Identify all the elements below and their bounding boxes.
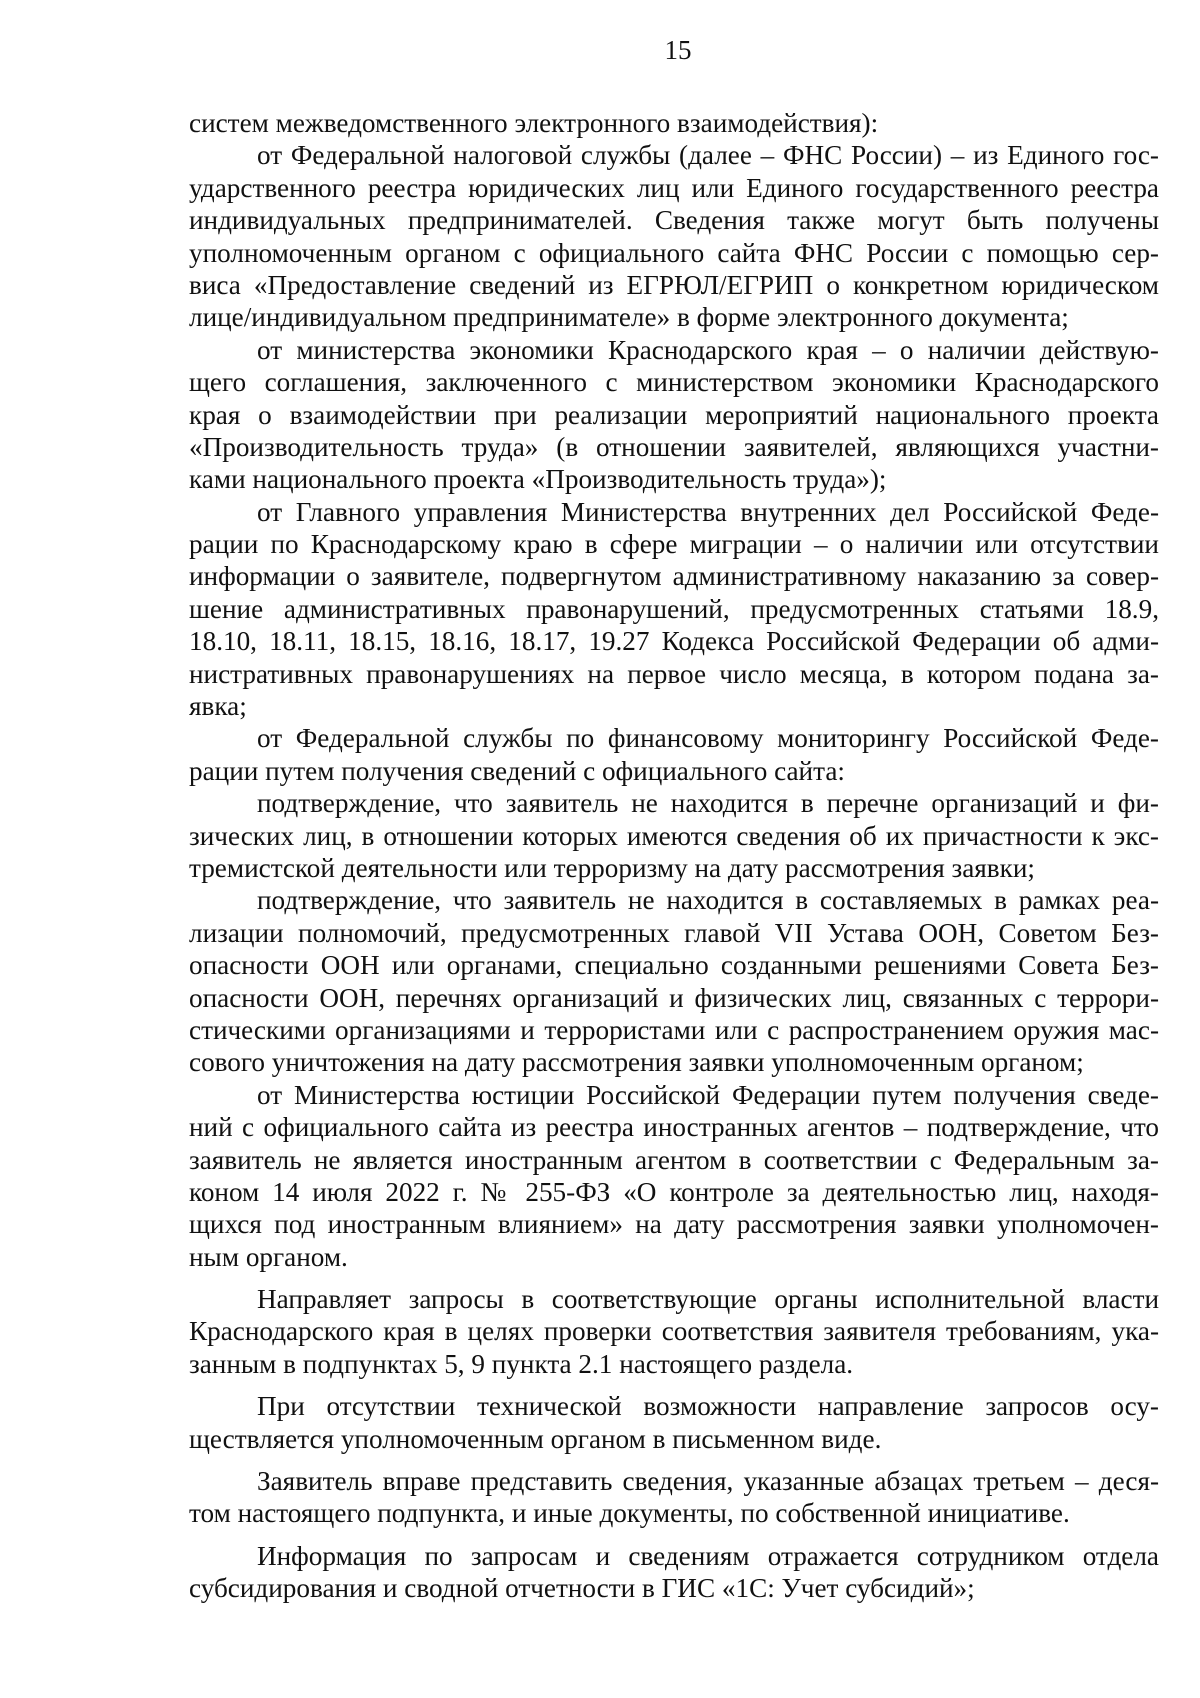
text-line: стическими организациями и террористами или с распространением оружия мас- xyxy=(189,1014,1159,1045)
text-line: щего соглашения, заключенного с министерством экономики Краснодарского xyxy=(189,367,1159,398)
text-line: опасности ООН или органами, специально созданными решениями Совета Без- xyxy=(189,950,1159,981)
text-line: ний с официального сайта из реестра иностранных агентов – подтверждение, что xyxy=(189,1112,1159,1143)
page-number: 15 xyxy=(664,35,692,65)
text-line: от министерства экономики Краснодарского края – о наличии действую- xyxy=(257,334,1159,365)
text-line: от Министерства юстиции Российской Федерации путем получения сведе- xyxy=(257,1079,1159,1110)
text-line: заявитель не является иностранным агентом в соответствии с Федеральным за- xyxy=(189,1144,1159,1175)
text-line: систем межведомственного электронного взаимодействия): xyxy=(189,108,879,138)
text-line: коном 14 июля 2022 г. № 255-ФЗ «О контроле за деятельностью лиц, находя- xyxy=(189,1176,1159,1207)
text-line: зических лиц, в отношении которых имеются сведения об их причастности к экс- xyxy=(189,820,1159,851)
text-line: ществляется уполномоченным органом в письменном виде. xyxy=(189,1423,882,1454)
text-line: от Федеральной службы по финансовому мониторингу Российской Феде- xyxy=(257,723,1159,754)
text-line: от Главного управления Министерства внутренних дел Российской Феде- xyxy=(257,496,1159,527)
text-line: том настоящего подпункта, и иные документы, по собственной инициативе. xyxy=(189,1498,1070,1529)
text-line: 18.10, 18.11, 18.15, 18.16, 18.17, 19.27 Кодекса Российской Федерации об адми- xyxy=(189,626,1159,657)
text-line: подтверждение, что заявитель не находится в перечне организаций и фи- xyxy=(257,788,1159,819)
text-line: ударственного реестра юридических лиц или Единого государственного реестра xyxy=(189,172,1159,203)
text-line: рации по Краснодарскому краю в сфере миграции – о наличии или отсутствии xyxy=(189,529,1159,560)
text-line: опасности ООН, перечнях организаций и физических лиц, связанных с террори- xyxy=(189,982,1159,1013)
text-line: края о взаимодействии при реализации мероприятий национального проекта xyxy=(189,399,1159,430)
text-line: лизации полномочий, предусмотренных главой VII Устава ООН, Советом Без- xyxy=(189,917,1159,948)
document-body xyxy=(189,107,1159,1605)
text-line: субсидирования и сводной отчетности в ГИС «1С: Учет субсидий»; xyxy=(189,1573,975,1604)
text-line: Направляет запросы в соответствующие органы исполнительной власти xyxy=(257,1284,1159,1315)
text-line: виса «Предоставление сведений из ЕГРЮЛ/ЕГРИП о конкретном юридическом xyxy=(189,269,1159,300)
text-line: шение административных правонарушений, предусмотренных статьями 18.9, xyxy=(189,593,1159,624)
text-line: Заявитель вправе представить сведения, указанные абзацах третьем – деся- xyxy=(257,1466,1159,1497)
text-line: рации путем получения сведений с официального сайта: xyxy=(189,755,845,786)
text-line: индивидуальных предпринимателей. Сведения также могут быть получены xyxy=(189,205,1159,236)
text-line: явка; xyxy=(189,691,247,722)
text-line: занным в подпунктах 5, 9 пункта 2.1 настоящего раздела. xyxy=(189,1348,854,1379)
text-line: «Производительность труда» (в отношении заявителей, являющихся участни- xyxy=(189,431,1159,462)
text-line: уполномоченным органом с официального сайта ФНС России с помощью сер- xyxy=(189,237,1159,268)
text-line: щихся под иностранным влиянием» на дату рассмотрения заявки уполномочен- xyxy=(189,1209,1159,1240)
text-line: нистративных правонарушениях на первое число месяца, в котором подана за- xyxy=(189,658,1159,689)
text-line: При отсутствии технической возможности направление запросов осу- xyxy=(257,1391,1159,1422)
text-line: Информация по запросам и сведениям отражается сотрудником отдела xyxy=(257,1540,1159,1571)
text-line: подтверждение, что заявитель не находится в составляемых в рамках реа- xyxy=(257,885,1159,916)
text-line: сового уничтожения на дату рассмотрения заявки уполномоченным органом; xyxy=(189,1047,1084,1078)
text-line: информации о заявителе, подвергнутом административному наказанию за совер- xyxy=(189,561,1159,592)
text-line: ным органом. xyxy=(189,1241,348,1272)
text-line: лице/индивидуальном предпринимателе» в форме электронного документа; xyxy=(189,302,1069,333)
text-line: ками национального проекта «Производительность труда»); xyxy=(189,464,887,495)
text-line: от Федеральной налоговой службы (далее – ФНС России) – из Единого гос- xyxy=(257,140,1159,171)
text-line: тремистской деятельности или терроризму на дату рассмотрения заявки; xyxy=(189,852,1035,883)
text-line: Краснодарского края в целях проверки соответствия заявителя требованиям, ука- xyxy=(189,1316,1159,1347)
